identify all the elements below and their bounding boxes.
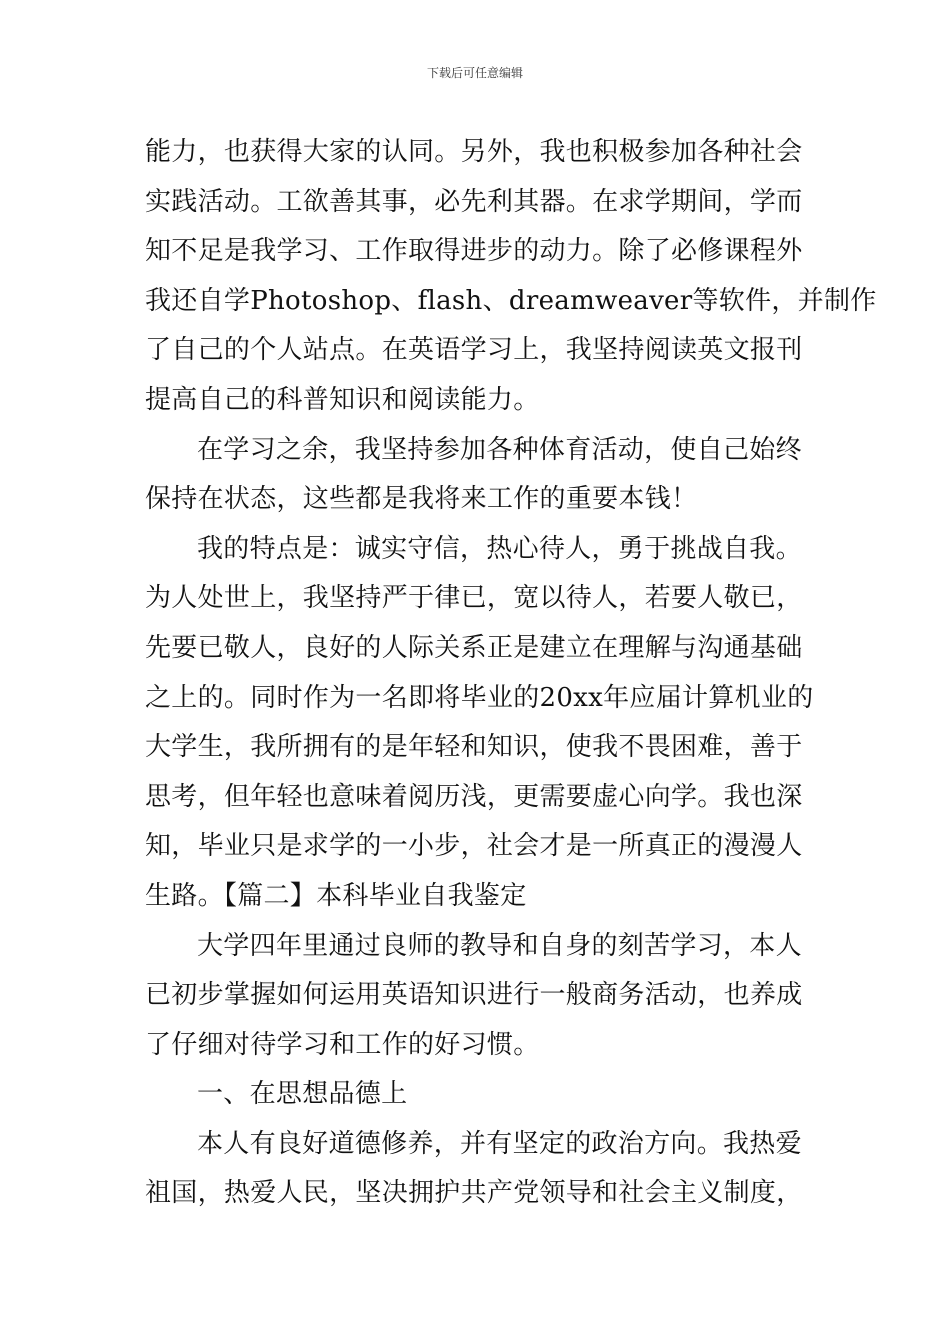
text-line: 我还自学Photoshop、flash、dreamweaver等软件，并制作: [145, 285, 877, 316]
page-header: 下载后可任意编辑: [426, 66, 523, 80]
text-line: 先要已敬人，良好的人际关系正是建立在理解与沟通基础: [145, 632, 803, 663]
text-line: 已初步掌握如何运用英语知识进行一般商务活动，也养成: [145, 980, 803, 1011]
text-line: 大学生，我所拥有的是年轻和知识，使我不畏困难，善于: [145, 732, 803, 763]
text-line: 思考，但年轻也意味着阅历浅，更需要虚心向学。我也深: [145, 781, 803, 812]
text-line: 了自己的个人站点。在英语学习上，我坚持阅读英文报刊: [145, 335, 803, 366]
text-line: 实践活动。工欲善其事，必先利其器。在求学期间，学而: [145, 186, 803, 217]
paragraph-start-line: 我的特点是：诚实守信，热心待人，勇于挑战自我。: [197, 533, 802, 564]
text-line: 祖国，热爱人民，坚决拥护共产党领导和社会主义制度，: [145, 1178, 803, 1209]
subheading: 一、在思想品德上: [197, 1079, 408, 1110]
text-line: 了仔细对待学习和工作的好习惯。: [145, 1029, 540, 1060]
paragraph-start-line: 大学四年里通过良师的教导和自身的刻苦学习，本人: [197, 930, 802, 961]
text-line: 知，毕业只是求学的一小步，社会才是一所真正的漫漫人: [145, 831, 803, 862]
paragraph-start-line: 本人有良好道德修养，并有坚定的政治方向。我热爱: [197, 1128, 802, 1159]
text-line: 为人处世上，我坚持严于律已，宽以待人，若要人敬已，: [145, 583, 803, 614]
paragraph-start-line: 在学习之余，我坚持参加各种体育活动，使自己始终: [197, 434, 802, 465]
section-title-line: 生路。【篇二】本科毕业自我鉴定: [145, 880, 527, 911]
document-body: [145, 128, 877, 1219]
text-line: 能力，也获得大家的认同。另外，我也积极参加各种社会: [145, 137, 803, 167]
text-line: 知不足是我学习、工作取得进步的动力。除了必修课程外: [145, 236, 803, 267]
text-line: 保持在状态，这些都是我将来工作的重要本钱！: [145, 484, 698, 515]
text-line: 之上的。同时作为一名即将毕业的20xx年应届计算机业的: [145, 682, 814, 713]
text-line: 提高自己的科普知识和阅读能力。: [145, 384, 540, 415]
